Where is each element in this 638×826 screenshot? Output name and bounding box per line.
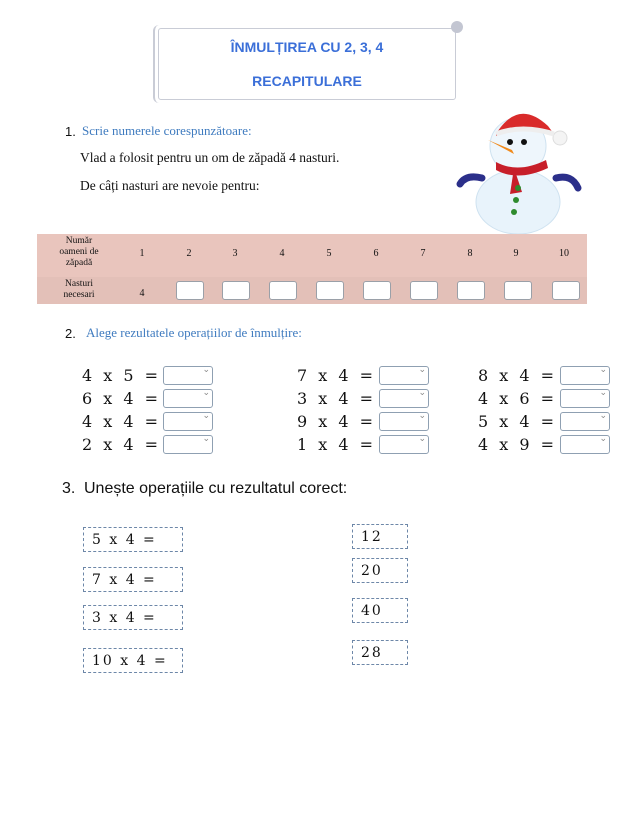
operation: 9 x 4 = [297,412,377,431]
answer-dropdown[interactable] [379,366,429,385]
page-title: ÎNMULȚIREA CU 2, 3, 4 [230,39,384,55]
operation: 3 x 4 = [297,389,377,408]
answer-box[interactable] [363,281,391,300]
section1-line1: Vlad a folosit pentru un om de zăpadă 4 nasturi. [80,150,340,165]
buttons-table [37,234,587,304]
answer-dropdown[interactable] [560,389,610,408]
snowman-illustration [452,104,592,234]
answer-box[interactable] [410,281,438,300]
first-value: 4 [139,288,145,299]
answer-dropdown[interactable] [379,435,429,454]
answer-dropdown[interactable] [163,366,213,385]
answer-box[interactable] [222,281,250,300]
table-header-snowmen: Număr oameni de zăpadă [59,236,99,268]
col-number: 6 [373,248,379,259]
answer-dropdown[interactable] [163,412,213,431]
col-number: 8 [467,248,473,259]
section3-number: 3. [62,480,76,497]
section1-number: 1. [65,124,76,139]
operation-box[interactable]: 7 x 4 = [83,567,183,592]
col-number: 3 [232,248,238,259]
col-number: 2 [186,248,192,259]
col-number: 7 [420,248,426,259]
result-box[interactable]: 28 [352,640,408,665]
operation: 2 x 4 = [82,435,162,454]
operation: 7 x 4 = [297,366,377,385]
col-number: 5 [326,248,332,259]
operation-box[interactable]: 3 x 4 = [83,605,183,630]
col-number: 1 [139,248,145,259]
section1-heading: Scrie numerele corespunzătoare: [82,123,252,138]
title-banner [158,28,456,100]
answer-dropdown[interactable] [560,435,610,454]
section2-number: 2. [65,326,76,341]
table-header-buttons: Nasturi necesari [63,279,95,300]
section3-heading: Unește operațiile cu rezultatul corect: [84,480,348,497]
page-subtitle: RECAPITULARE [252,73,362,89]
operation: 4 x 5 = [82,366,162,385]
answer-box[interactable] [504,281,532,300]
scroll-curl-icon [451,21,463,33]
answer-box[interactable] [176,281,204,300]
result-box[interactable]: 12 [352,524,408,549]
section2-heading: Alege rezultatele operațiilor de înmulțire: [86,325,302,340]
operation: 5 x 4 = [478,412,558,431]
col-number: 9 [513,248,519,259]
operation: 4 x 6 = [478,389,558,408]
answer-dropdown[interactable] [379,389,429,408]
result-box[interactable]: 20 [352,558,408,583]
answer-box[interactable] [269,281,297,300]
answer-dropdown[interactable] [163,389,213,408]
operation: 1 x 4 = [297,435,377,454]
operation: 4 x 4 = [82,412,162,431]
answer-box[interactable] [552,281,580,300]
answer-box[interactable] [316,281,344,300]
operation: 4 x 9 = [478,435,558,454]
answer-dropdown[interactable] [560,366,610,385]
operation: 6 x 4 = [82,389,162,408]
section1-line2: De câți nasturi are nevoie pentru: [80,178,260,193]
answer-dropdown[interactable] [163,435,213,454]
answer-box[interactable] [457,281,485,300]
answer-dropdown[interactable] [379,412,429,431]
result-box[interactable]: 40 [352,598,408,623]
operation-box[interactable]: 10 x 4 = [83,648,183,673]
operation: 8 x 4 = [478,366,558,385]
snowman-icon [452,104,592,234]
operation-box[interactable]: 5 x 4 = [83,527,183,552]
answer-dropdown[interactable] [560,412,610,431]
col-number: 4 [279,248,285,259]
col-number: 10 [559,248,569,259]
